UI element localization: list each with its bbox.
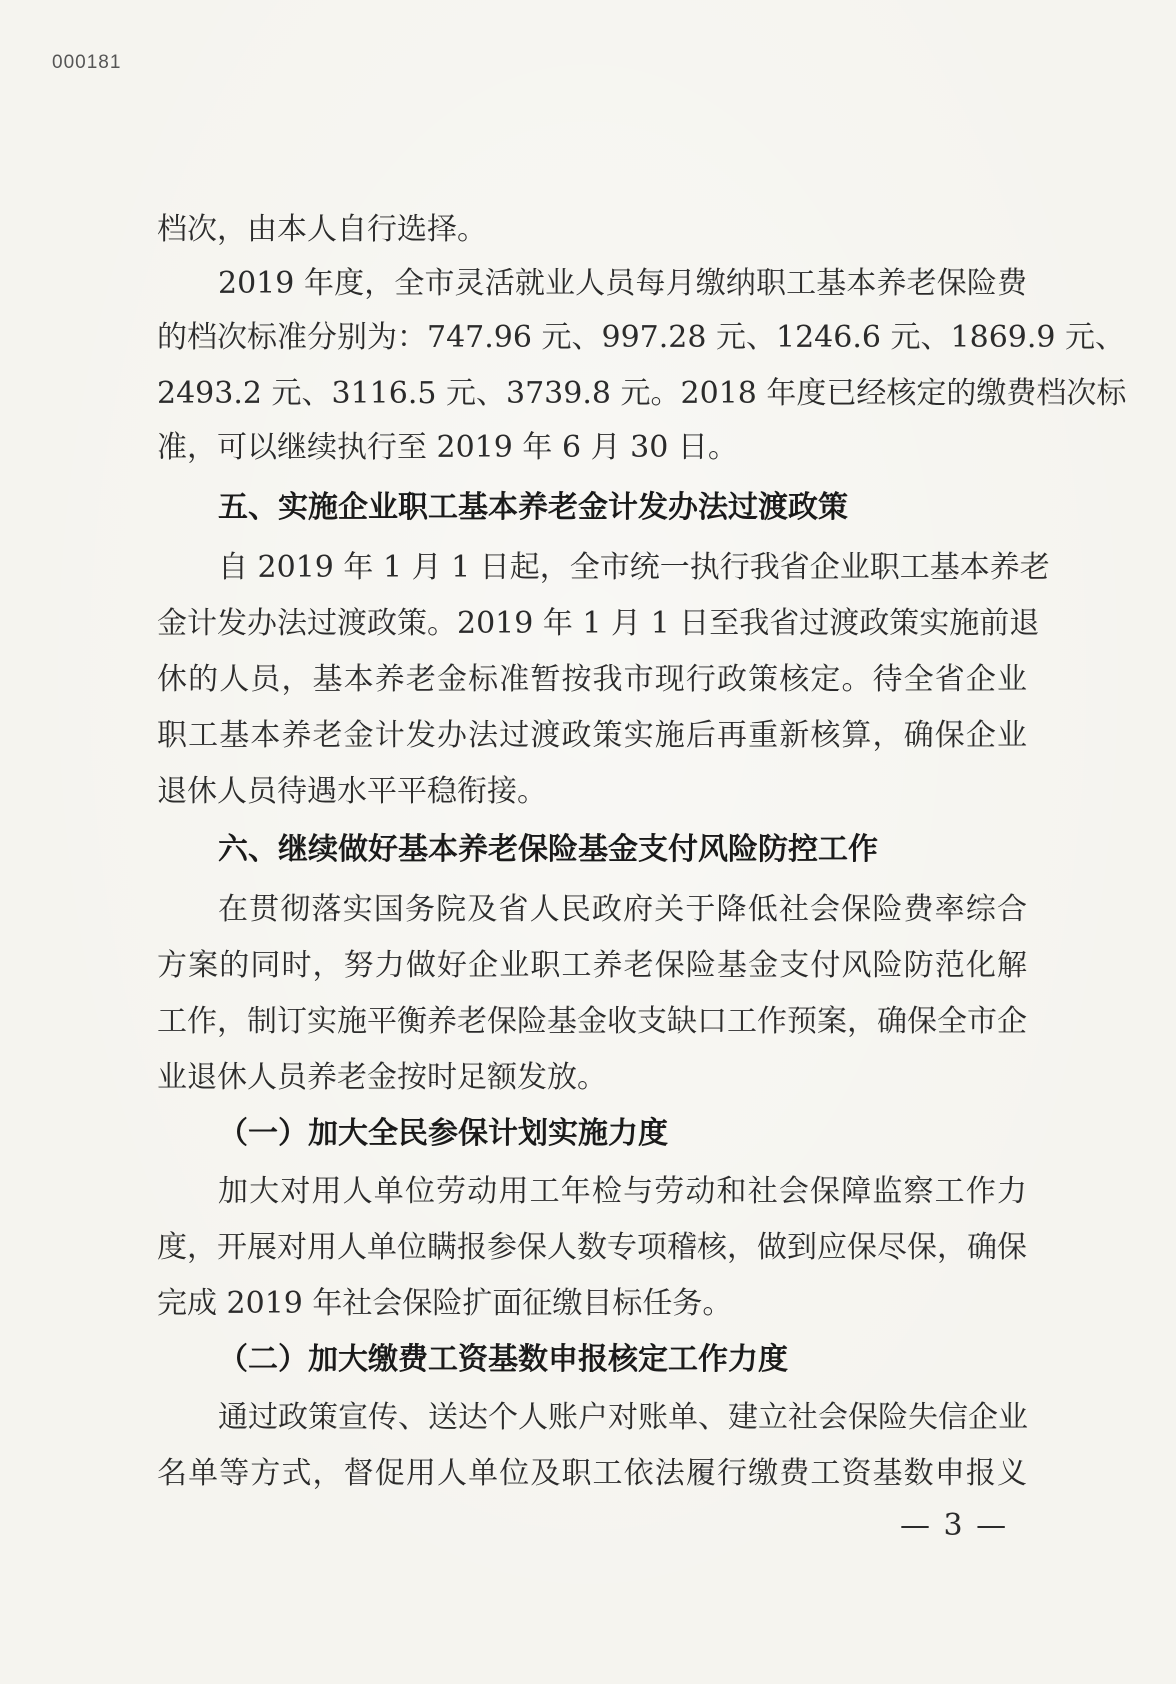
page-number: — 3 — — [900, 1508, 1009, 1543]
body-line: 工作，制订实施平衡养老保险基金收支缺口工作预案，确保全市企 — [157, 1004, 1027, 1039]
body-line: 的档次标准分别为：747.96 元、997.28 元、1246.6 元、1869.9 元、 — [157, 320, 1126, 355]
body-line: 职工基本养老金计发办法过渡政策实施后再重新核算，确保企业 — [157, 718, 1027, 753]
body-line: 准，可以继续执行至 2019 年 6 月 30 日。 — [157, 430, 738, 465]
body-line: 金计发办法过渡政策。2019 年 1 月 1 日至我省过渡政策实施前退 — [157, 606, 1040, 641]
body-line: 2493.2 元、3116.5 元、3739.8 元。2018 年度已经核定的缴费档次标 — [157, 376, 1127, 411]
body-line: 自 2019 年 1 月 1 日起，全市统一执行我省企业职工基本养老 — [218, 550, 1050, 585]
body-line: 档次，由本人自行选择。 — [157, 212, 487, 247]
body-line: 完成 2019 年社会保险扩面征缴目标任务。 — [157, 1286, 733, 1321]
body-line: 度，开展对用人单位瞒报参保人数专项稽核，做到应保尽保，确保 — [157, 1230, 1027, 1265]
body-line: 退休人员待遇水平平稳衔接。 — [157, 774, 547, 809]
body-line: 名单等方式，督促用人单位及职工依法履行缴费工资基数申报义 — [157, 1456, 1027, 1491]
body-line: 休的人员，基本养老金标准暂按我市现行政策核定。待全省企业 — [157, 662, 1027, 697]
body-line: 业退休人员养老金按时足额发放。 — [157, 1060, 607, 1095]
section-heading: 五、实施企业职工基本养老金计发办法过渡政策 — [218, 490, 848, 525]
body-line: 通过政策宣传、送达个人账户对账单、建立社会保险失信企业 — [218, 1400, 1028, 1435]
subsection-heading: （二）加大缴费工资基数申报核定工作力度 — [218, 1342, 788, 1377]
body-line: 2019 年度，全市灵活就业人员每月缴纳职工基本养老保险费 — [218, 266, 1027, 301]
body-line: 方案的同时，努力做好企业职工养老保险基金支付风险防范化解 — [157, 948, 1027, 983]
subsection-heading: （一）加大全民参保计划实施力度 — [218, 1116, 668, 1151]
serial-number: 000181 — [52, 52, 122, 73]
body-line: 在贯彻落实国务院及省人民政府关于降低社会保险费率综合 — [218, 892, 1027, 927]
section-heading: 六、继续做好基本养老保险基金支付风险防控工作 — [218, 832, 878, 867]
body-line: 加大对用人单位劳动用工年检与劳动和社会保障监察工作力 — [218, 1174, 1027, 1209]
